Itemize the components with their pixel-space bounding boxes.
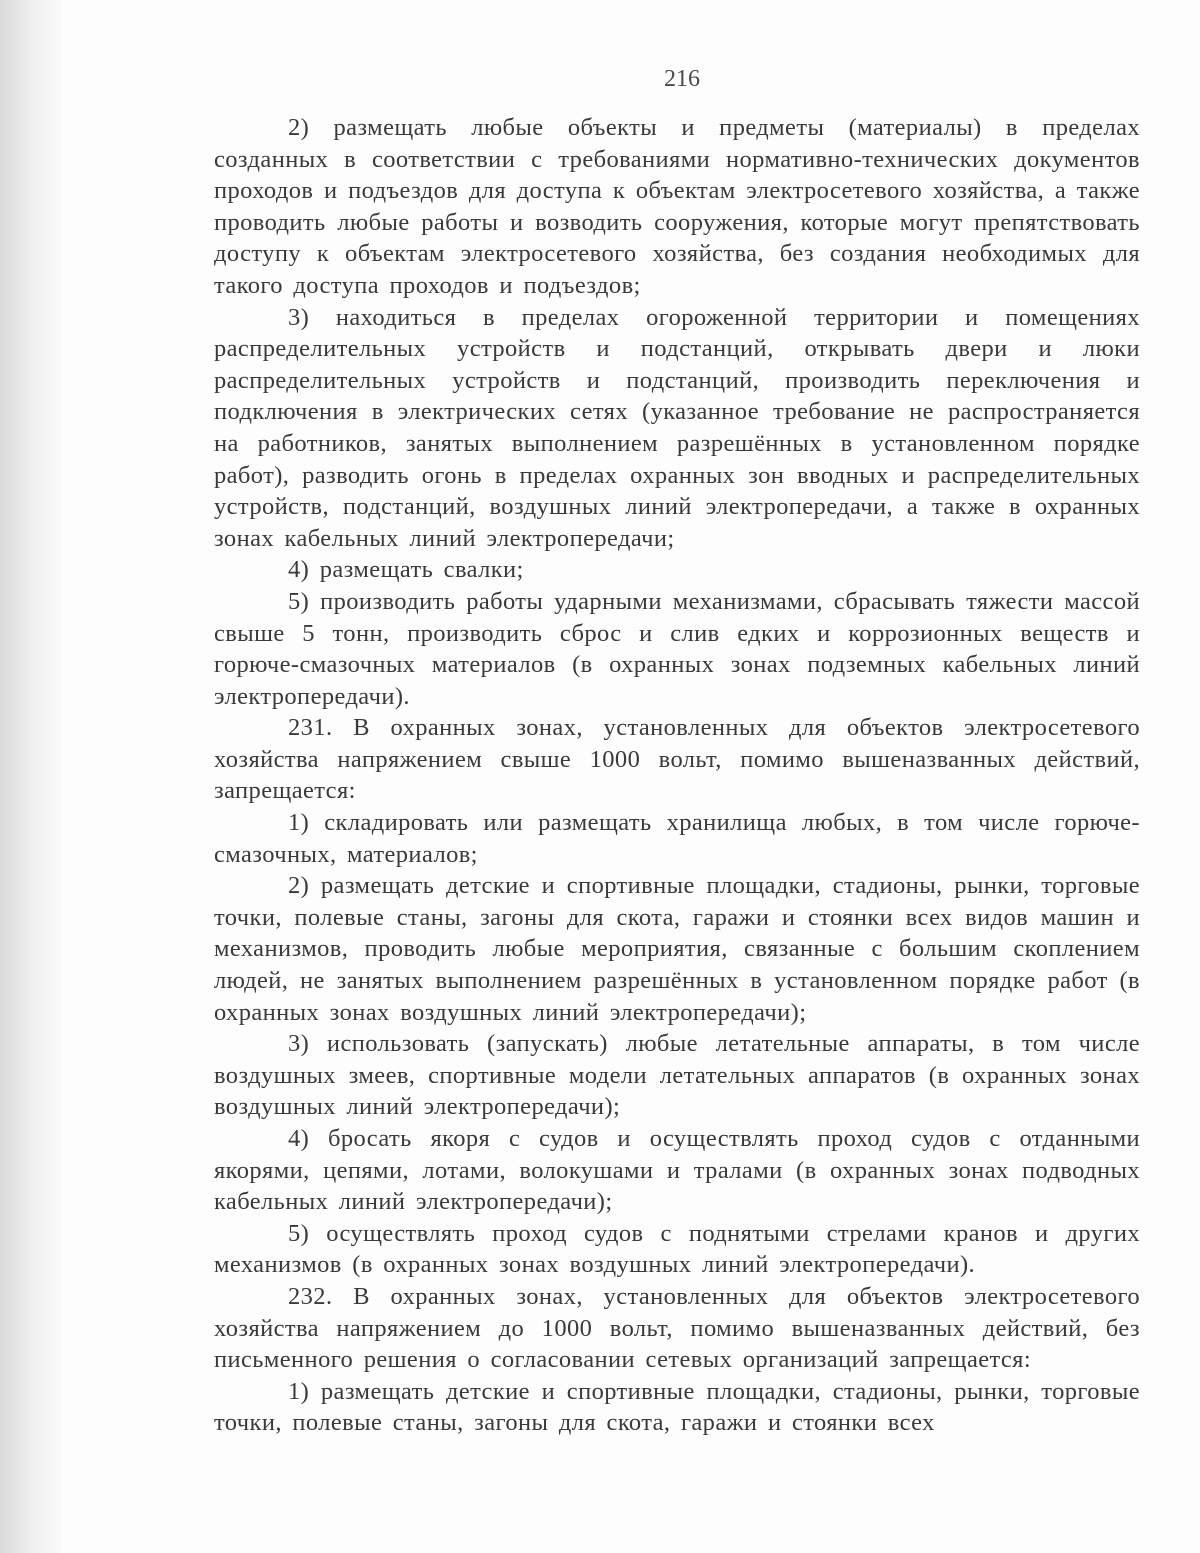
paragraph-231-item-1: 1) складировать или размещать хранилища любых, в том числе горюче-смазочных, материалов; (214, 809, 1140, 868)
paragraph-clause-231: 231. В охранных зонах, установленных для объектов электросетевого хозяйства напряжением свыше 1000 вольт, помимо вышеназванных действий, запрещается: (214, 714, 1140, 805)
scan-shadow-edge (0, 0, 62, 1553)
paragraph-231-item-5: 5) осуществлять проход судов с поднятыми стрелами кранов и других механизмов (в охранных зонах воздушных линий электропередачи). (214, 1219, 1140, 1279)
paragraph-item-3-substations: 3) находиться в пределах огороженной территории и помещениях распределительных устройств и подстанций, открывать двери и люки распределительных устройств и подстанций, производить переключения и подключения в электрических сетях (указанное требование не распространяется на работников, занятых выполнением разрешённых в установленном порядке работ), разводить огонь в пределах охранных зон вводных и распределительных устройств, подстанций, воздушных линий электропередачи, а также в охранных зонах кабельных линий электропередачи; (214, 303, 1140, 552)
page-number: 216 (664, 66, 700, 92)
body-text (214, 112, 1140, 1439)
paragraph-item-4-dumps: 4) размещать свалки; (288, 556, 524, 584)
paragraph-231-item-2: 2) размещать детские и спортивные площадки, стадионы, рынки, торговые точки, полевые станы, загоны для скота, гаражи и стоянки всех видов машин и механизмов, проводить любые мероприятия, связанные с большим скоплением людей, не занятых выполнением разрешённых в установленном порядке работ (в охранных зонах воздушных линий электропередачи); (214, 872, 1140, 1026)
paragraph-item-2-objects: 2) размещать любые объекты и предметы (материалы) в пределах созданных в соответствии с требованиями нормативно-технических документов проходов и подъездов для доступа к объектам электросетевого хозяйства, а также проводить любые работы и возводить сооружения, которые могут препятствовать доступу к объектам электросетевого хозяйства, без создания необходимых для такого доступа проходов и подъездов; (214, 114, 1140, 299)
paragraph-231-item-3: 3) использовать (запускать) любые летательные аппараты, в том числе воздушных змеев, спортивные модели летательных аппаратов (в охранных зонах воздушных линий электропередачи); (214, 1030, 1140, 1121)
paragraph-231-item-4: 4) бросать якоря с судов и осуществлять проход судов с отданными якорями, цепями, лотами, волокушами и тралами (в охранных зонах подводных кабельных линий электропередачи); (214, 1125, 1140, 1216)
paragraph-item-5-impact-works: 5) производить работы ударными механизмами, сбрасывать тяжести массой свыше 5 тонн, производить сброс и слив едких и коррозионных веществ и горюче-смазочных материалов (в охранных зонах подземных кабельных линий электропередачи). (214, 587, 1140, 710)
paragraph-clause-232: 232. В охранных зонах, установленных для объектов электросетевого хозяйства напряжением до 1000 вольт, помимо вышеназванных действий, без письменного решения о согласовании сетевых организаций запрещается: (214, 1282, 1140, 1374)
paragraph-232-item-1: 1) размещать детские и спортивные площадки, стадионы, рынки, торговые точки, полевые станы, загоны для скота, гаражи и стоянки всех (214, 1377, 1140, 1437)
